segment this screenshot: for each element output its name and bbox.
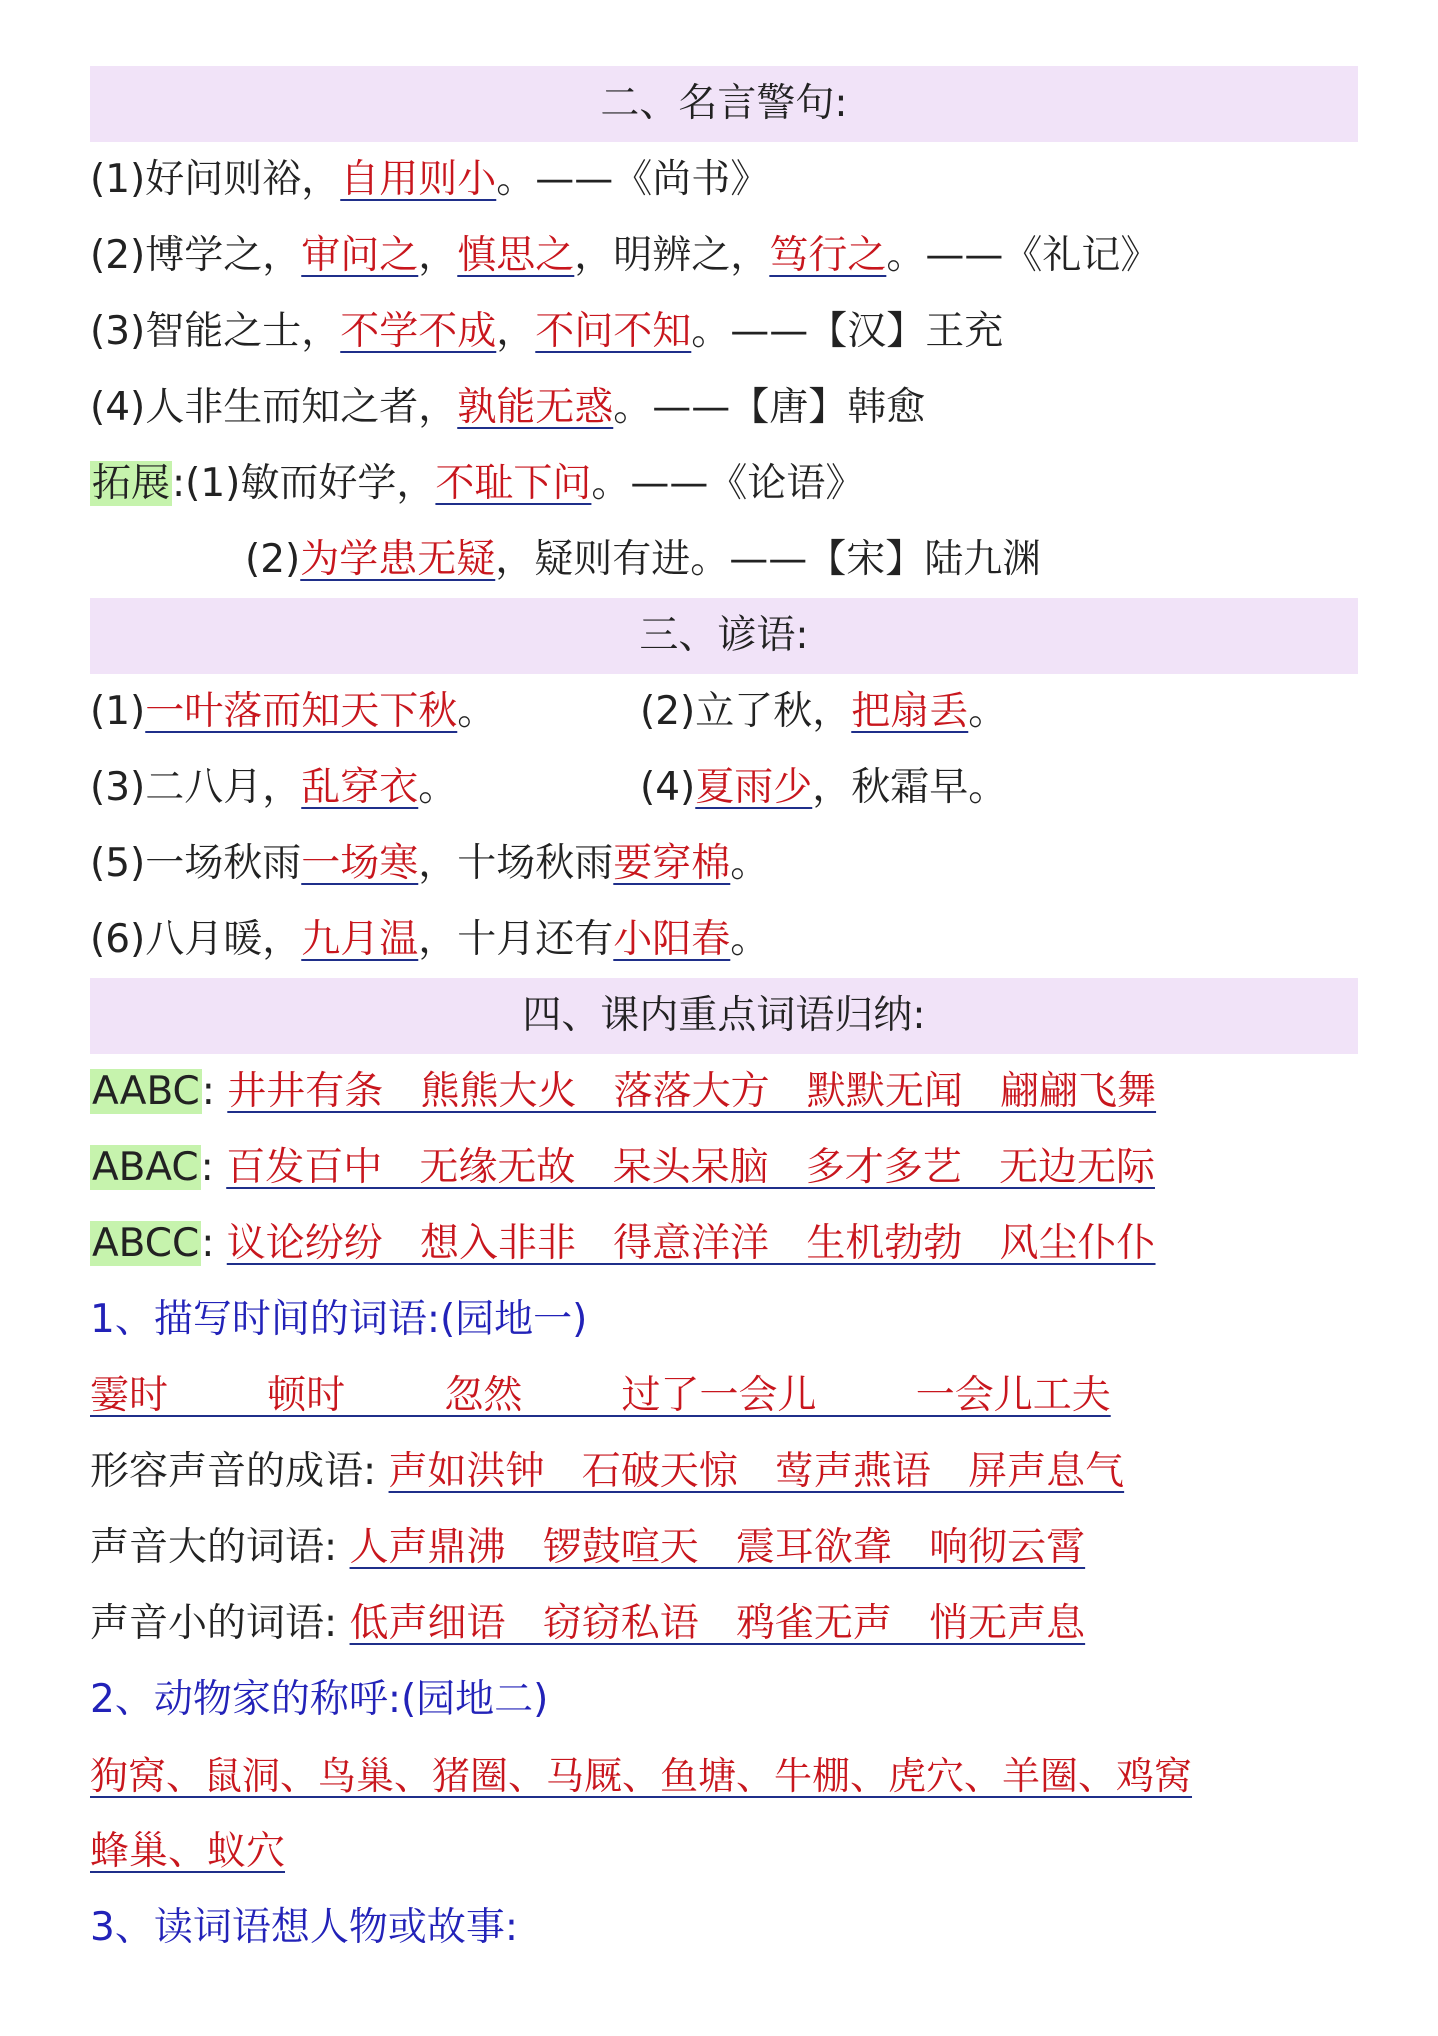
word-list: 井井有条 熊熊大火 落落大方 默默无闻 翩翩飞舞 <box>227 1069 1157 1114</box>
answer-blank: 笃行之 <box>769 233 887 278</box>
extension-label: 拓展 <box>92 461 171 506</box>
document-page <box>90 66 1358 1966</box>
extension-line-1: 拓展:(1)敏而好学，不耻下问。——《论语》 <box>92 461 865 506</box>
heading-animal-homes: 2、动物家的称呼:(园地二) <box>90 1677 549 1722</box>
quote-line-3: (3)智能之士，不学不成，不问不知。——【汉】王充 <box>90 309 1004 354</box>
answer-blank: 不耻下问 <box>435 461 592 506</box>
answer-blank: 要穿棉 <box>613 841 731 886</box>
quote-line-4: (4)人非生而知之者，孰能无惑。——【唐】韩愈 <box>90 385 926 430</box>
answer-blank: 九月温 <box>301 917 419 962</box>
answer-blank: 小阳春 <box>613 917 731 962</box>
word-list: 蜂巢、蚁穴 <box>90 1829 286 1874</box>
word-list: 议论纷纷 想入非非 得意洋洋 生机勃勃 风尘仆仆 <box>226 1221 1156 1266</box>
word-list: 狗窝、鼠洞、鸟巢、猪圈、马厩、鱼塘、牛棚、虎穴、羊圈、鸡窝 <box>90 1754 1193 1798</box>
proverb-row-2: (3)二八月，乱穿衣。 (4)夏雨少，秋霜早。 <box>90 750 1358 826</box>
pattern-label: ABCC <box>92 1221 200 1266</box>
answer-blank: 乱穿衣 <box>301 765 419 810</box>
word-list: 霎时 顿时 忽然 过了一会儿 一会儿工夫 <box>90 1373 1111 1418</box>
pattern-label: ABAC <box>92 1145 199 1190</box>
answer-blank: 审问之 <box>301 233 419 278</box>
proverb-row-1: (1)一叶落而知天下秋。 (2)立了秋，把扇丢。 <box>90 674 1358 750</box>
animal-homes-row-2 <box>90 1814 1358 1890</box>
aabc-row: AABC: 井井有条 熊熊大火 落落大方 默默无闻 翩翩飞舞 <box>92 1069 1157 1114</box>
heading-stories: 3、读词语想人物或故事: <box>90 1905 518 1950</box>
proverb-4: (4)夏雨少，秋霜早。 <box>640 765 1008 810</box>
section-title-proverbs: 三、谚语: <box>90 598 1358 674</box>
proverb-6: (6)八月暖，九月温，十月还有小阳春。 <box>90 917 770 962</box>
abcc-row: ABCC: 议论纷纷 想入非非 得意洋洋 生机勃勃 风尘仆仆 <box>92 1221 1156 1266</box>
word-list: 低声细语 窃窃私语 鸦雀无声 悄无声息 <box>349 1601 1086 1646</box>
answer-blank: 为学患无疑 <box>300 537 496 582</box>
sound-idiom-row: 形容声音的成语: 声如洪钟 石破天惊 莺声燕语 屏声息气 <box>90 1449 1125 1494</box>
answer-blank: 把扇丢 <box>851 689 969 734</box>
pattern-label: AABC <box>92 1069 200 1114</box>
word-list: 声如洪钟 石破天惊 莺声燕语 屏声息气 <box>388 1449 1125 1494</box>
proverb-2: (2)立了秋，把扇丢。 <box>640 689 1008 734</box>
answer-blank: 夏雨少 <box>695 765 813 810</box>
quote-line-1: (1)好问则裕，自用则小。——《尚书》 <box>90 157 770 202</box>
word-list: 人声鼎沸 锣鼓喧天 震耳欲聋 响彻云霄 <box>349 1525 1086 1570</box>
time-words-row <box>90 1358 1358 1434</box>
answer-blank: 一场寒 <box>301 841 419 886</box>
word-list: 百发百中 无缘无故 呆头呆脑 多才多艺 无边无际 <box>226 1145 1155 1190</box>
answer-blank: 一叶落而知天下秋 <box>145 689 458 734</box>
answer-blank: 孰能无惑 <box>457 385 614 430</box>
sound-quiet-row: 声音小的词语: 低声细语 窃窃私语 鸦雀无声 悄无声息 <box>90 1601 1086 1646</box>
abac-row: ABAC: 百发百中 无缘无故 呆头呆脑 多才多艺 无边无际 <box>92 1145 1155 1190</box>
animal-homes-row-1 <box>90 1738 1358 1814</box>
section-title-vocabulary: 四、课内重点词语归纳: <box>90 978 1358 1054</box>
answer-blank: 慎思之 <box>457 233 575 278</box>
sound-loud-row: 声音大的词语: 人声鼎沸 锣鼓喧天 震耳欲聋 响彻云霄 <box>90 1525 1086 1570</box>
answer-blank: 不学不成 <box>340 309 497 354</box>
proverb-5: (5)一场秋雨一场寒，十场秋雨要穿棉。 <box>90 841 770 886</box>
answer-blank: 自用则小 <box>340 157 497 202</box>
answer-blank: 不问不知 <box>535 309 692 354</box>
section-title-quotes: 二、名言警句: <box>90 66 1358 142</box>
quote-line-2: (2)博学之，审问之，慎思之，明辨之，笃行之。——《礼记》 <box>90 233 1160 278</box>
heading-time-words: 1、描写时间的词语:(园地一) <box>90 1297 588 1342</box>
extension-line-2: (2)为学患无疑，疑则有进。——【宋】陆九渊 <box>245 537 1042 582</box>
